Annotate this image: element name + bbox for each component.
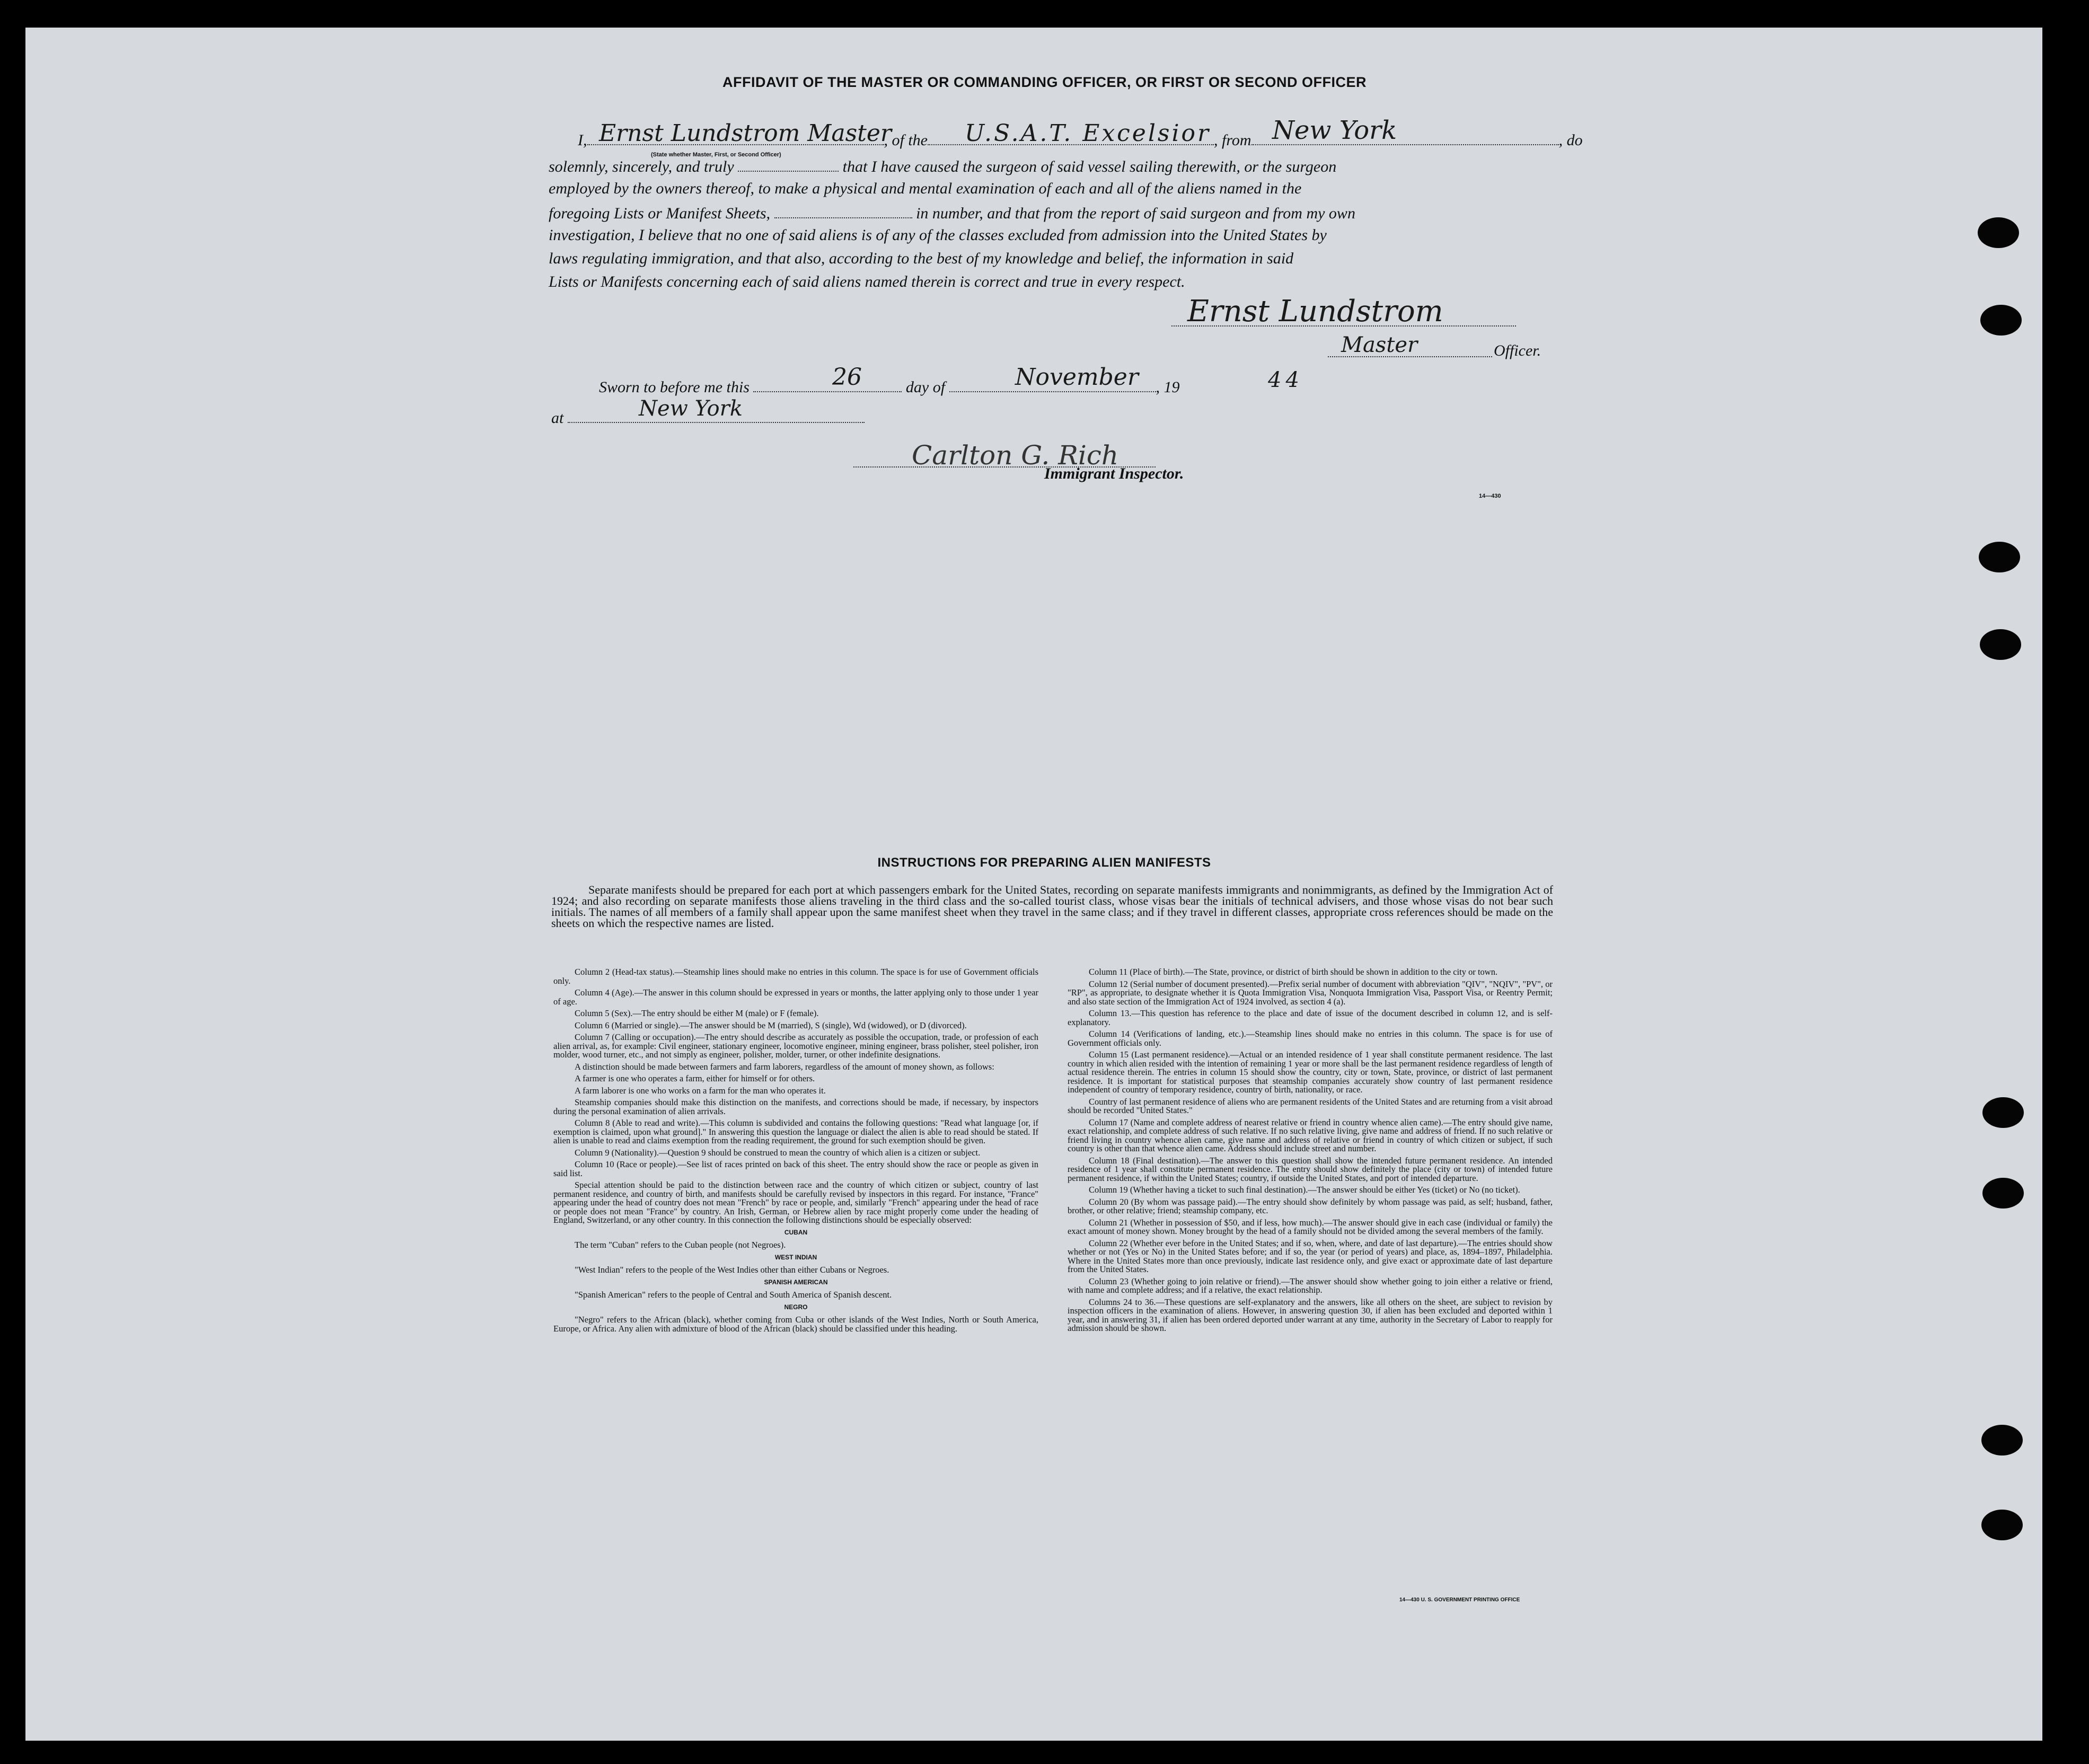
- at-place-handwritten: New York: [639, 396, 743, 421]
- instruction-para: Column 15 (Last permanent residence).—Actual or an intended residence of 1 year shall constitute permanent residence. The last country in which alien resided with the intention of remaining 1 year or more shall be the last permanent residence regardless of length of actual residence therein. The entries in column 15 should show the country, city or town, State, province, or district of last permanent residence. It is important for statistical purposes that steamship companies accurately show country of last permanent residence independent of country of temporary residence, country of birth, nationality, or race.: [1068, 1049, 1553, 1095]
- instruction-para: Column 18 (Final destination).—The answer to this question shall show the intended future permanent residence. An intended residence of 1 year shall constitute permanent residence. The entry should show definitely the place (city or town) of intended future permanent residence, if within the United States; country, if outside the United States, and port of intended departure.: [1068, 1155, 1553, 1183]
- text-caused-surgeon: that I have caused the surgeon of said vessel sailing therewith, or the surgeon: [842, 158, 1337, 175]
- para-negro: "Negro" refers to the African (black), whether coming from Cuba or other islands of the West Indies, North or South America, Europe, or Africa. Any alien with admixture of blood of the African (black) should be classified under this heading.: [553, 1315, 1038, 1334]
- instruction-para: Column 20 (By whom was passage paid).—The entry should show definitely by whom passage was paid, as self; husband, father, brother, or other relative; friend; steamship company, etc.: [1068, 1196, 1553, 1215]
- sworn-month-handwritten: November: [1015, 364, 1139, 391]
- instruction-para: A farm laborer is one who works on a farm for the man who operates it.: [575, 1085, 826, 1096]
- para-west-indian: "West Indian" refers to the people of the West Indies other than either Cubans or Negroes.: [575, 1265, 889, 1275]
- instruction-para: Column 19 (Whether having a ticket to such final destination).—The answer should be either Yes (ticket) or No (no ticket).: [1089, 1185, 1520, 1195]
- instruction-para: A distinction should be made between farmers and farm laborers, regardless of the amount of money shown, as follows:: [575, 1061, 994, 1072]
- affidavit-line-6: laws regulating immigration, and that also, according to the best of my knowledge and belief, the information in said: [549, 250, 1294, 267]
- instruction-para: Column 2 (Head-tax status).—Steamship lines should make no entries in this column. The space is for use of Government officials only.: [553, 967, 1038, 986]
- officer-label: Officer.: [1494, 342, 1541, 359]
- instruction-para: Column 21 (Whether in possession of $50, and if less, how much).—The answer should give in each case (individual or family) the exact amount of money shown. Money brought by the head of a family should not be divided among the several members of the family.: [1068, 1217, 1553, 1236]
- instruction-para: Column 4 (Age).—The answer in this column should be expressed in years or months, the latter applying only to those under 1 year of age.: [553, 987, 1038, 1007]
- instruction-para: Column 9 (Nationality).—Question 9 should be construed to mean the country of which alien is a citizen or subject.: [575, 1147, 981, 1158]
- para-cuban: The term "Cuban" refers to the Cuban people (not Negroes).: [575, 1240, 786, 1250]
- affidavit-line-2: [549, 154, 1336, 179]
- punch-hole: [1979, 542, 2020, 572]
- instruction-para: Column 12 (Serial number of document presented).—Prefix serial number of document with abbreviation "QIV", "NQIV", "PV", or "RP", as appropriate, to designate whether it is Quota Immigration Visa, Nonquota Immigration Visa, Passport Visa, or Reentry Permit; and also state section of the Immigration Act of 1924 involved, as section 4 (a).: [1068, 978, 1553, 1007]
- from-label: , from: [1214, 131, 1251, 149]
- instruction-para: Column 22 (Whether ever before in the United States; and if so, when, where, and date of last departure).—The entries should show whether or not (Yes or No) in the United States before; and if so, the year (or period of years) and place, as, 1894–1897, Philadelphia. Where in the United States more than once previously, indicate last residence only, and give exact or approximate date of last departure from the United States.: [1068, 1238, 1553, 1274]
- instruction-para: Column 11 (Place of birth).—The State, province, or district of birth should be shown in addition to the city or town.: [1089, 967, 1498, 977]
- inspector-signature: Carlton G. Rich: [912, 440, 1119, 471]
- instruction-para: Columns 24 to 36.—These questions are self-explanatory and the answers, like all others on the sheet, are subject to revision by inspection officers in the examination of aliens. However, in answering question 30, if alien has been excluded and deported within 1 year, and in answering 31, if alien has been ordered deported under warrant at any time, authority in the Secretary of Labor to reapply for admission should be shown.: [1068, 1296, 1553, 1333]
- text-in-number: in number, and that from the report of said surgeon and from my own: [916, 205, 1355, 222]
- instruction-para: Column 7 (Calling or occupation).—The entry should describe as accurately as possible the occupation, trade, or profession of each alien arrival, as, for example: Civil engineer, stationary engineer, locomotive engineer, mining engineer, brass polisher, steel polisher, iron molder, wood turner, etc., and not simply as engineer, polisher, molder, turner, or other indefinite designations.: [553, 1032, 1038, 1060]
- instruction-para: Column 5 (Sex).—The entry should be either M (male) or F (female).: [575, 1008, 819, 1018]
- heading-cuban: CUBAN: [784, 1228, 808, 1236]
- affidavit-title: AFFIDAVIT OF THE MASTER OR COMMANDING OFFICER, OR FIRST OR SECOND OFFICER: [722, 74, 1367, 90]
- punch-hole: [1980, 305, 2022, 336]
- instruction-para: Column 23 (Whether going to join relative or friend).—The answer should show whether going to join either a relative or friend, with name and complete address; and if a relative, the exact relationship.: [1068, 1276, 1553, 1295]
- rank-handwritten: Master: [1341, 333, 1418, 357]
- affidavit-line-3: employed by the owners thereof, to make a physical and mental examination of each and all of the aliens named in the: [549, 180, 1302, 197]
- affidavit-line-5: investigation, I believe that no one of said aliens is of any of the classes excluded from admission into the United States by: [549, 226, 1327, 244]
- heading-negro: NEGRO: [784, 1303, 808, 1311]
- instruction-para: Column 17 (Name and complete address of nearest relative or friend in country whence alien came).—The entry should give name, exact relationship, and complete address of such relative. If no such relative living, give name and address of friend. If no such relative or friend living in country whence alien came, give name and address of relative or friend in country of which citizen or subject, if such country is other than that whence alien came. Address should include street and number.: [1068, 1117, 1553, 1153]
- heading-west-indian: WEST INDIAN: [774, 1253, 817, 1261]
- instruction-para: A farmer is one who operates a farm, either for himself or for others.: [575, 1073, 815, 1083]
- punch-hole: [1980, 629, 2021, 660]
- instruction-para: Special attention should be paid to the distinction between race and the country of which citizen or subject, country of last permanent residence, and country of birth, and manifests should be carefully revised by inspectors in this regard. For instance, "France" appearing under the head of country does not mean "French" by race or people, and, similarly "French" appearing under the head of race or people does not mean "France" by country. An Irish, German, or Hebrew alien by race might properly come under the heading of England, Switzerland, or any other country. In this connection the following distinctions should be especially observed:: [553, 1180, 1038, 1225]
- text-foregoing: foregoing Lists or Manifest Sheets,: [549, 205, 771, 222]
- instructions-title: INSTRUCTIONS FOR PREPARING ALIEN MANIFESTS: [877, 855, 1211, 870]
- officer-name-handwritten: Ernst Lundstrom Master: [599, 120, 892, 147]
- instructions-right-column: [1068, 968, 1553, 1336]
- text-solemnly: solemnly, sincerely, and truly: [549, 158, 734, 175]
- vessel-name-handwritten: U.S.A.T. Excelsior: [965, 120, 1211, 147]
- at-label: at: [551, 409, 564, 427]
- instruction-para: Column 6 (Married or single).—The answer should be M (married), S (single), Wd (widowed), or D (divorced).: [575, 1020, 967, 1030]
- master-signature: Ernst Lundstrom: [1187, 294, 1443, 329]
- form-number: 14—430: [1479, 493, 1501, 499]
- inspector-title: Immigrant Inspector.: [1044, 465, 1184, 482]
- punch-hole: [1981, 1510, 2023, 1540]
- affidavit-line-4: [549, 200, 1355, 225]
- instruction-para: Column 14 (Verifications of landing, etc.).—Steamship lines should make no entries in this column. The space is for use of Government officials only.: [1068, 1029, 1553, 1048]
- punch-hole: [1982, 1097, 2024, 1128]
- port-handwritten: New York: [1272, 116, 1397, 145]
- signature-line: [1171, 325, 1516, 327]
- do-label: , do: [1558, 131, 1583, 149]
- affidavit-line-7: Lists or Manifests concerning each of said aliens named therein is correct and true in every respect.: [549, 273, 1185, 290]
- heading-spanish-american: SPANISH AMERICAN: [764, 1278, 828, 1286]
- sworn-day-handwritten: 26: [832, 364, 862, 391]
- punch-hole: [1982, 1178, 2024, 1209]
- punch-hole: [1981, 1425, 2023, 1456]
- rank-line: [1328, 356, 1492, 357]
- printing-office-footer: 14—430 U. S. GOVERNMENT PRINTING OFFICE: [1399, 1597, 1520, 1603]
- instruction-para: Column 10 (Race or people).—See list of races printed on back of this sheet. The entry should show the race or people as given in said list.: [553, 1159, 1038, 1178]
- day-of-label: day of: [905, 378, 946, 396]
- officer-caption: (State whether Master, First, or Second Officer): [651, 152, 781, 158]
- instruction-para: Column 8 (Able to read and write).—This column is subdivided and contains the following questions: "Read what language [or, if exemption is claimed, upon what ground]." In answering this question the language or dialect the alien is able to read should be stated. If alien is unable to read and claims exemption from the reading requirement, the ground for such exemption should be given.: [553, 1118, 1038, 1145]
- year-handwritten: 44: [1268, 368, 1303, 392]
- para-spanish-american: "Spanish American" refers to the people of Central and South America of Spanish descent.: [575, 1290, 892, 1300]
- sworn-label: Sworn to before me this: [599, 378, 750, 396]
- instructions-intro: Separate manifests should be prepared for each port at which passengers embark for the United States, recording on separate manifests immigrants and nonimmigrants, as defined by the Immigration Act of 1924; and also recording on separate manifests those aliens traveling in the third class and the so-called tourist class, whose visas bear the initials of technical advisers, and those whose visas do not bear such initials. The names of all members of a family shall appear upon the same manifest sheet when they travel in the same class; and if they travel in different classes, appropriate cross references should be made on the sheets on which the respective names are listed.: [551, 883, 1553, 930]
- i-prefix: I,: [578, 131, 587, 149]
- instruction-para: Column 13.—This question has reference to the place and date of issue of the document described in column 12, and is self-explanatory.: [1068, 1008, 1553, 1027]
- punch-hole: [1978, 217, 2019, 248]
- instruction-para: Steamship companies should make this distinction on the manifests, and corrections should be made, if necessary, by inspectors during the personal examination of alien arrivals.: [553, 1097, 1038, 1116]
- instruction-para: Country of last permanent residence of aliens who are permanent residents of the United States and are returning from a visit abroad should be recorded "United States.": [1068, 1096, 1553, 1115]
- of-the-label: , of the: [884, 131, 928, 149]
- instructions-left-column: [553, 968, 1038, 1336]
- year-prefix: , 19: [1156, 378, 1180, 396]
